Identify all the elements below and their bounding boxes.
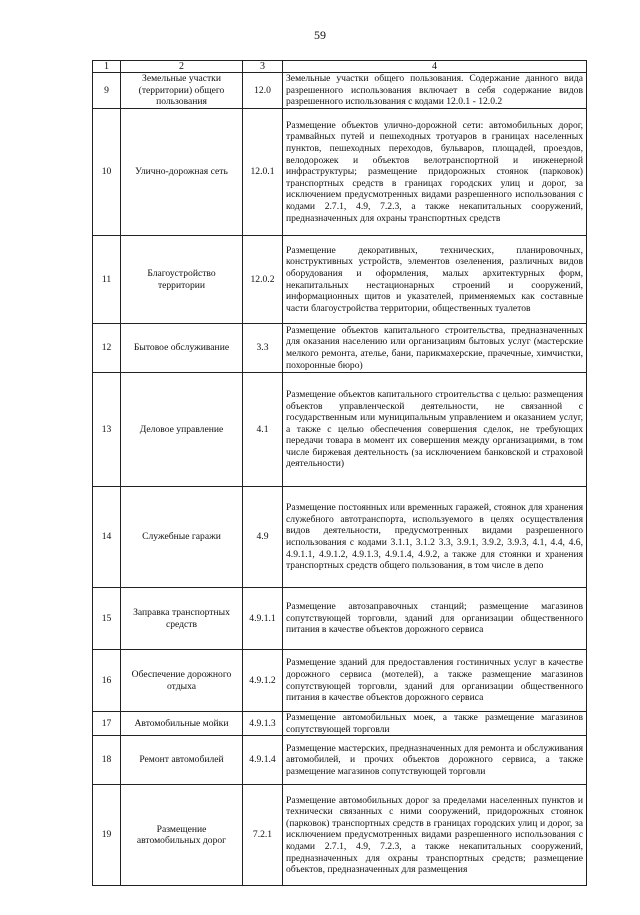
table-row xyxy=(93,487,587,588)
row-code: 4.9 xyxy=(243,487,283,588)
row-code: 12.0.2 xyxy=(243,236,283,324)
row-code: 4.9.1.3 xyxy=(243,712,283,736)
row-code: 3.3 xyxy=(243,324,283,373)
row-number: 17 xyxy=(93,712,121,736)
row-name: Обеспечение дорожного отдыха xyxy=(121,650,243,712)
row-description: Размещение автомобильных дорог за пределами населенных пунктов и технически связанных с ними сооружений, придорожных стоянок (парковок) транспортных средств в границах городских улиц и дорог, за исключением предусмотренных видами разрешенного использования с кодами 2.7.1, 4.9, 7.2.3, а также некапитальных сооружений, предназначенных для охраны транспортных средств; размещение объектов, предназначенных для размещения xyxy=(283,785,587,886)
row-number: 15 xyxy=(93,588,121,650)
row-name: Автомобильные мойки xyxy=(121,712,243,736)
table-row xyxy=(93,236,587,324)
row-name: Служебные гаражи xyxy=(121,487,243,588)
row-description: Земельные участки общего пользования. Содержание данного вида разрешенного использования включает в себя содержание видов разрешенного использования с кодами 12.0.1 - 12.0.2 xyxy=(283,73,587,109)
row-number: 19 xyxy=(93,785,121,886)
row-description: Размещение декоративных, технических, планировочных, конструктивных устройств, элементов озеленения, различных видов оборудования и оформления, малых архитектурных форм, некапитальных нестационарных строений и сооружений, информационных щитов и указателей, применяемых как составные части благоустройства территории, общественных туалетов xyxy=(283,236,587,324)
column-header-number: 1 xyxy=(93,61,121,73)
header-row xyxy=(93,61,587,73)
page-number: 59 xyxy=(314,28,326,42)
row-number: 13 xyxy=(93,373,121,487)
row-name: Размещение автомобильных дорог xyxy=(121,785,243,886)
table-row xyxy=(93,650,587,712)
row-code: 7.2.1 xyxy=(243,785,283,886)
row-code: 4.9.1.2 xyxy=(243,650,283,712)
table-row xyxy=(93,73,587,109)
table-row xyxy=(93,373,587,487)
column-header-name: 2 xyxy=(121,61,243,73)
row-number: 16 xyxy=(93,650,121,712)
table-row xyxy=(93,109,587,236)
row-code: 12.0.1 xyxy=(243,109,283,236)
row-number: 18 xyxy=(93,736,121,785)
row-description: Размещение мастерских, предназначенных для ремонта и обслуживания автомобилей, и прочих объектов дорожного сервиса, а также размещение магазинов сопутствующей торговли xyxy=(283,736,587,785)
row-number: 12 xyxy=(93,324,121,373)
row-description: Размещение постоянных или временных гаражей, стоянок для хранения служебного автотранспорта, используемого в целях осуществления видов деятельности, предусмотренных видами разрешенного использования с кодами 3.1.1, 3.1.2 3.3, 3.9.1, 3.9.2, 3.9.3, 4.1, 4.4, 4.6, 4.9.1.1, 4.9.1.2, 4.9.1.3, 4.9.1.4, 4.9.2, а также для стоянки и хранения транспортных средств общего пользования, в том числе в депо xyxy=(283,487,587,588)
row-number: 9 xyxy=(93,73,121,109)
row-number: 11 xyxy=(93,236,121,324)
table-row xyxy=(93,785,587,886)
row-code: 12.0 xyxy=(243,73,283,109)
row-description: Размещение объектов капитального строительства с целью: размещения объектов управленческой деятельности, не связанной с государственным или муниципальным управлением и оказанием услуг, а также с целью обеспечения совершения сделок, не требующих передачи товара в момент их совершения между организациями, в том числе биржевая деятельность (за исключением банковской и страховой деятельности) xyxy=(283,373,587,487)
land-use-table xyxy=(92,60,587,886)
row-name: Бытовое обслуживание xyxy=(121,324,243,373)
row-description: Размещение зданий для предоставления гостиничных услуг в качестве дорожного сервиса (мотелей), а также размещение магазинов сопутствующей торговли, зданий для организации общественного питания в качестве объектов дорожного сервиса xyxy=(283,650,587,712)
table-row xyxy=(93,736,587,785)
row-number: 14 xyxy=(93,487,121,588)
row-description: Размещение автозаправочных станций; размещение магазинов сопутствующей торговли, зданий для организации общественного питания в качестве объектов дорожного сервиса xyxy=(283,588,587,650)
row-code: 4.9.1.4 xyxy=(243,736,283,785)
table-row xyxy=(93,324,587,373)
row-description: Размещение объектов капитального строительства, предназначенных для оказания населению или организациям бытовых услуг (мастерские мелкого ремонта, ателье, бани, парикмахерские, прачечные, химчистки, похоронные бюро) xyxy=(283,324,587,373)
row-description: Размещение автомобильных моек, а также размещение магазинов сопутствующей торговли xyxy=(283,712,587,736)
row-code: 4.9.1.1 xyxy=(243,588,283,650)
row-name: Заправка транспортных средств xyxy=(121,588,243,650)
column-header-code: 3 xyxy=(243,61,283,73)
row-code: 4.1 xyxy=(243,373,283,487)
row-name: Благоустройство территории xyxy=(121,236,243,324)
table-row xyxy=(93,588,587,650)
column-header-description: 4 xyxy=(283,61,587,73)
row-name: Улично-дорожная сеть xyxy=(121,109,243,236)
row-name: Земельные участки (территории) общего пользования xyxy=(121,73,243,109)
row-name: Ремонт автомобилей xyxy=(121,736,243,785)
row-name: Деловое управление xyxy=(121,373,243,487)
row-description: Размещение объектов улично-дорожной сети: автомобильных дорог, трамвайных путей и пешеходных тротуаров в границах населенных пунктов, пешеходных переходов, бульваров, площадей, проездов, велодорожек и объектов велотранспортной и инженерной инфраструктуры; размещение придорожных стоянок (парковок) транспортных средств в границах городских улиц и дорог, за исключением предусмотренных видами разрешенного использования с кодами 2.7.1, 4.9, 7.2.3, а также некапитальных сооружений, предназначенных для охраны транспортных средств xyxy=(283,109,587,236)
table-row xyxy=(93,712,587,736)
row-number: 10 xyxy=(93,109,121,236)
